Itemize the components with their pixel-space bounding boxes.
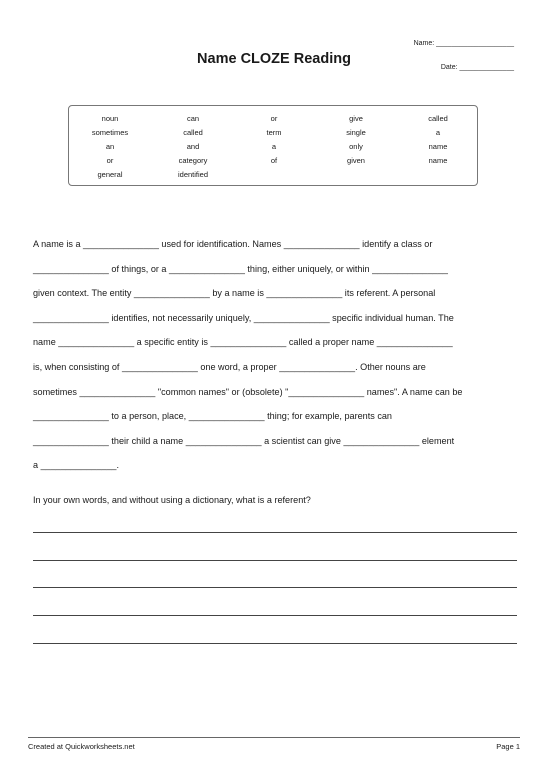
- word-bank-word: or: [270, 114, 278, 123]
- answer-line[interactable]: [33, 560, 517, 561]
- comprehension-question: In your own words, and without using a dictionary, what is a referent?: [33, 495, 311, 505]
- word-bank-word: a: [435, 128, 441, 137]
- word-bank-word: name: [428, 156, 448, 165]
- word-bank-word: of: [270, 156, 278, 165]
- word-bank-row: [69, 128, 477, 142]
- word-bank-row: [69, 170, 477, 184]
- word-bank-word: and: [186, 142, 200, 151]
- date-field[interactable]: Date: ______________: [440, 64, 514, 71]
- word-bank-word: single: [346, 128, 366, 137]
- word-bank-word: can: [186, 114, 200, 123]
- answer-line[interactable]: [33, 615, 517, 616]
- word-bank-word: only: [349, 142, 363, 151]
- word-bank-word: sometimes: [91, 128, 129, 137]
- page-number: Page 1: [496, 742, 520, 751]
- word-bank-row: [69, 142, 477, 156]
- word-bank-word: an: [105, 142, 115, 151]
- page-title: Name CLOZE Reading: [197, 51, 351, 67]
- cloze-passage[interactable]: A name is a _______________ used for identification. Names _______________ identify a class or _______________ of things, or a _______________ thing, either uniquely, or within _______________ given context. The entity _______________ by a name is _______________ its referent. A personal _______________ identifies, not necessarily uniquely, _______________ specific individual human. The name _______________ a specific entity is _______________ called a proper name _______________ is, when consisting of _______________ one word, a proper _______________. Other nouns are sometimes _______________ "common names" or (obsolete) "_______________ names". A name can be _______________ to a person, place, _______________ thing; for example, parents can _______________ their child a name _______________ a scientist can give _______________ element a _______________.: [33, 239, 463, 471]
- word-bank-word: given: [347, 156, 365, 165]
- word-bank-word: general: [97, 170, 123, 179]
- name-field[interactable]: Name: ____________________: [413, 40, 514, 47]
- word-bank-row: [69, 156, 477, 170]
- word-bank-word: category: [178, 156, 208, 165]
- footer-credit: Created at Quickworksheets.net: [28, 742, 135, 751]
- word-bank-word: name: [428, 142, 448, 151]
- word-bank-word: term: [266, 128, 282, 137]
- word-bank-word: called: [428, 114, 448, 123]
- answer-line[interactable]: [33, 643, 517, 644]
- footer-divider: [28, 737, 520, 738]
- word-bank-row: [69, 114, 477, 128]
- word-bank: [68, 105, 478, 186]
- word-bank-word: or: [106, 156, 114, 165]
- word-bank-word: called: [183, 128, 203, 137]
- word-bank-word: identified: [177, 170, 209, 179]
- word-bank-word: give: [349, 114, 363, 123]
- word-bank-word: a: [271, 142, 277, 151]
- word-bank-word: noun: [101, 114, 119, 123]
- answer-line[interactable]: [33, 587, 517, 588]
- answer-line[interactable]: [33, 532, 517, 533]
